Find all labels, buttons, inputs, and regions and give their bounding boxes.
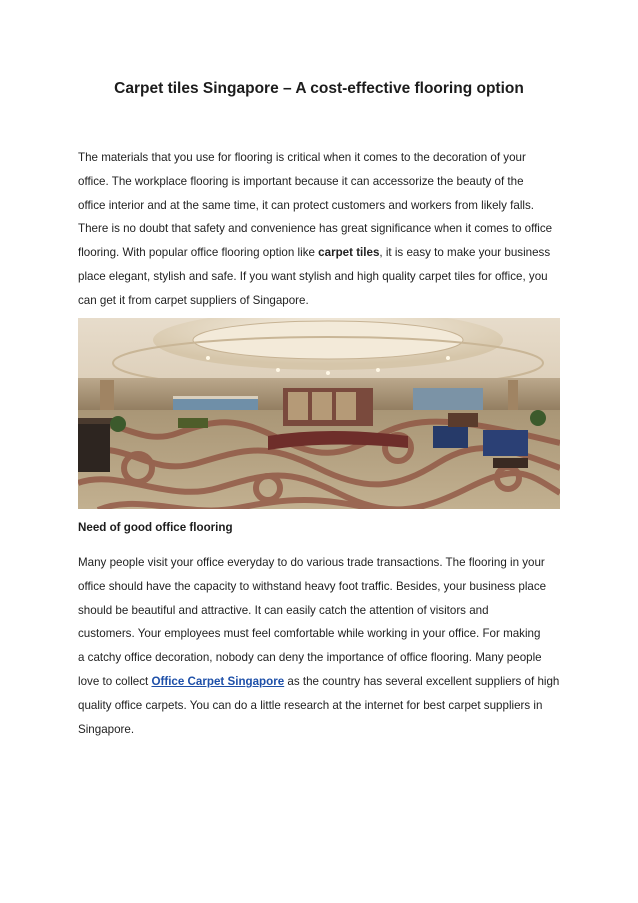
body-line: quality office carpets. You can do a little research at the internet for best carpet suppliers in — [78, 698, 543, 712]
intro-line: place elegant, stylish and safe. If you want stylish and high quality carpet tiles for office, you — [78, 269, 548, 283]
intro-line: office interior and at the same time, it can protect customers and workers from likely falls. — [78, 198, 534, 212]
intro-line: There is no doubt that safety and convenience has great significance when it comes to office — [78, 222, 553, 236]
intro-paragraph — [78, 146, 570, 313]
body-line — [78, 670, 570, 694]
section-heading: Need of good office flooring — [78, 521, 233, 534]
body-line: customers. Your employees must feel comfortable while working in your office. For making — [78, 627, 541, 641]
body-line: Many people visit your office everyday to do various trade transactions. The flooring in your — [78, 556, 545, 569]
body-line: office should have the capacity to withstand heavy foot traffic. Besides, your business place — [78, 579, 547, 593]
body-text: love to collect — [78, 674, 152, 688]
body-line: Singapore. — [78, 722, 135, 736]
body-line: should be beautiful and attractive. It can easily catch the attention of visitors and — [78, 603, 489, 617]
carpet-tiles-bold: carpet tiles — [318, 246, 380, 260]
office-carpet-photo — [78, 318, 560, 509]
intro-line — [78, 241, 570, 265]
office-carpet-singapore-link[interactable]: Office Carpet Singapore — [151, 674, 285, 688]
body-line: a catchy office decoration, nobody can deny the importance of office flooring. Many people — [78, 651, 542, 665]
body-text: as the country has several excellent suppliers of high — [284, 674, 560, 688]
body-paragraph — [78, 551, 570, 741]
intro-line: The materials that you use for flooring is critical when it comes to the decoration of your — [78, 151, 526, 164]
intro-text: flooring. With popular office flooring option like — [78, 246, 319, 260]
intro-text: , it is easy to make your business — [379, 246, 551, 260]
intro-line: office. The workplace flooring is important because it can accessorize the beauty of the — [78, 174, 524, 188]
intro-line: can get it from carpet suppliers of Singapore. — [78, 293, 309, 307]
document-title: Carpet tiles Singapore – A cost-effective flooring option — [114, 80, 524, 97]
